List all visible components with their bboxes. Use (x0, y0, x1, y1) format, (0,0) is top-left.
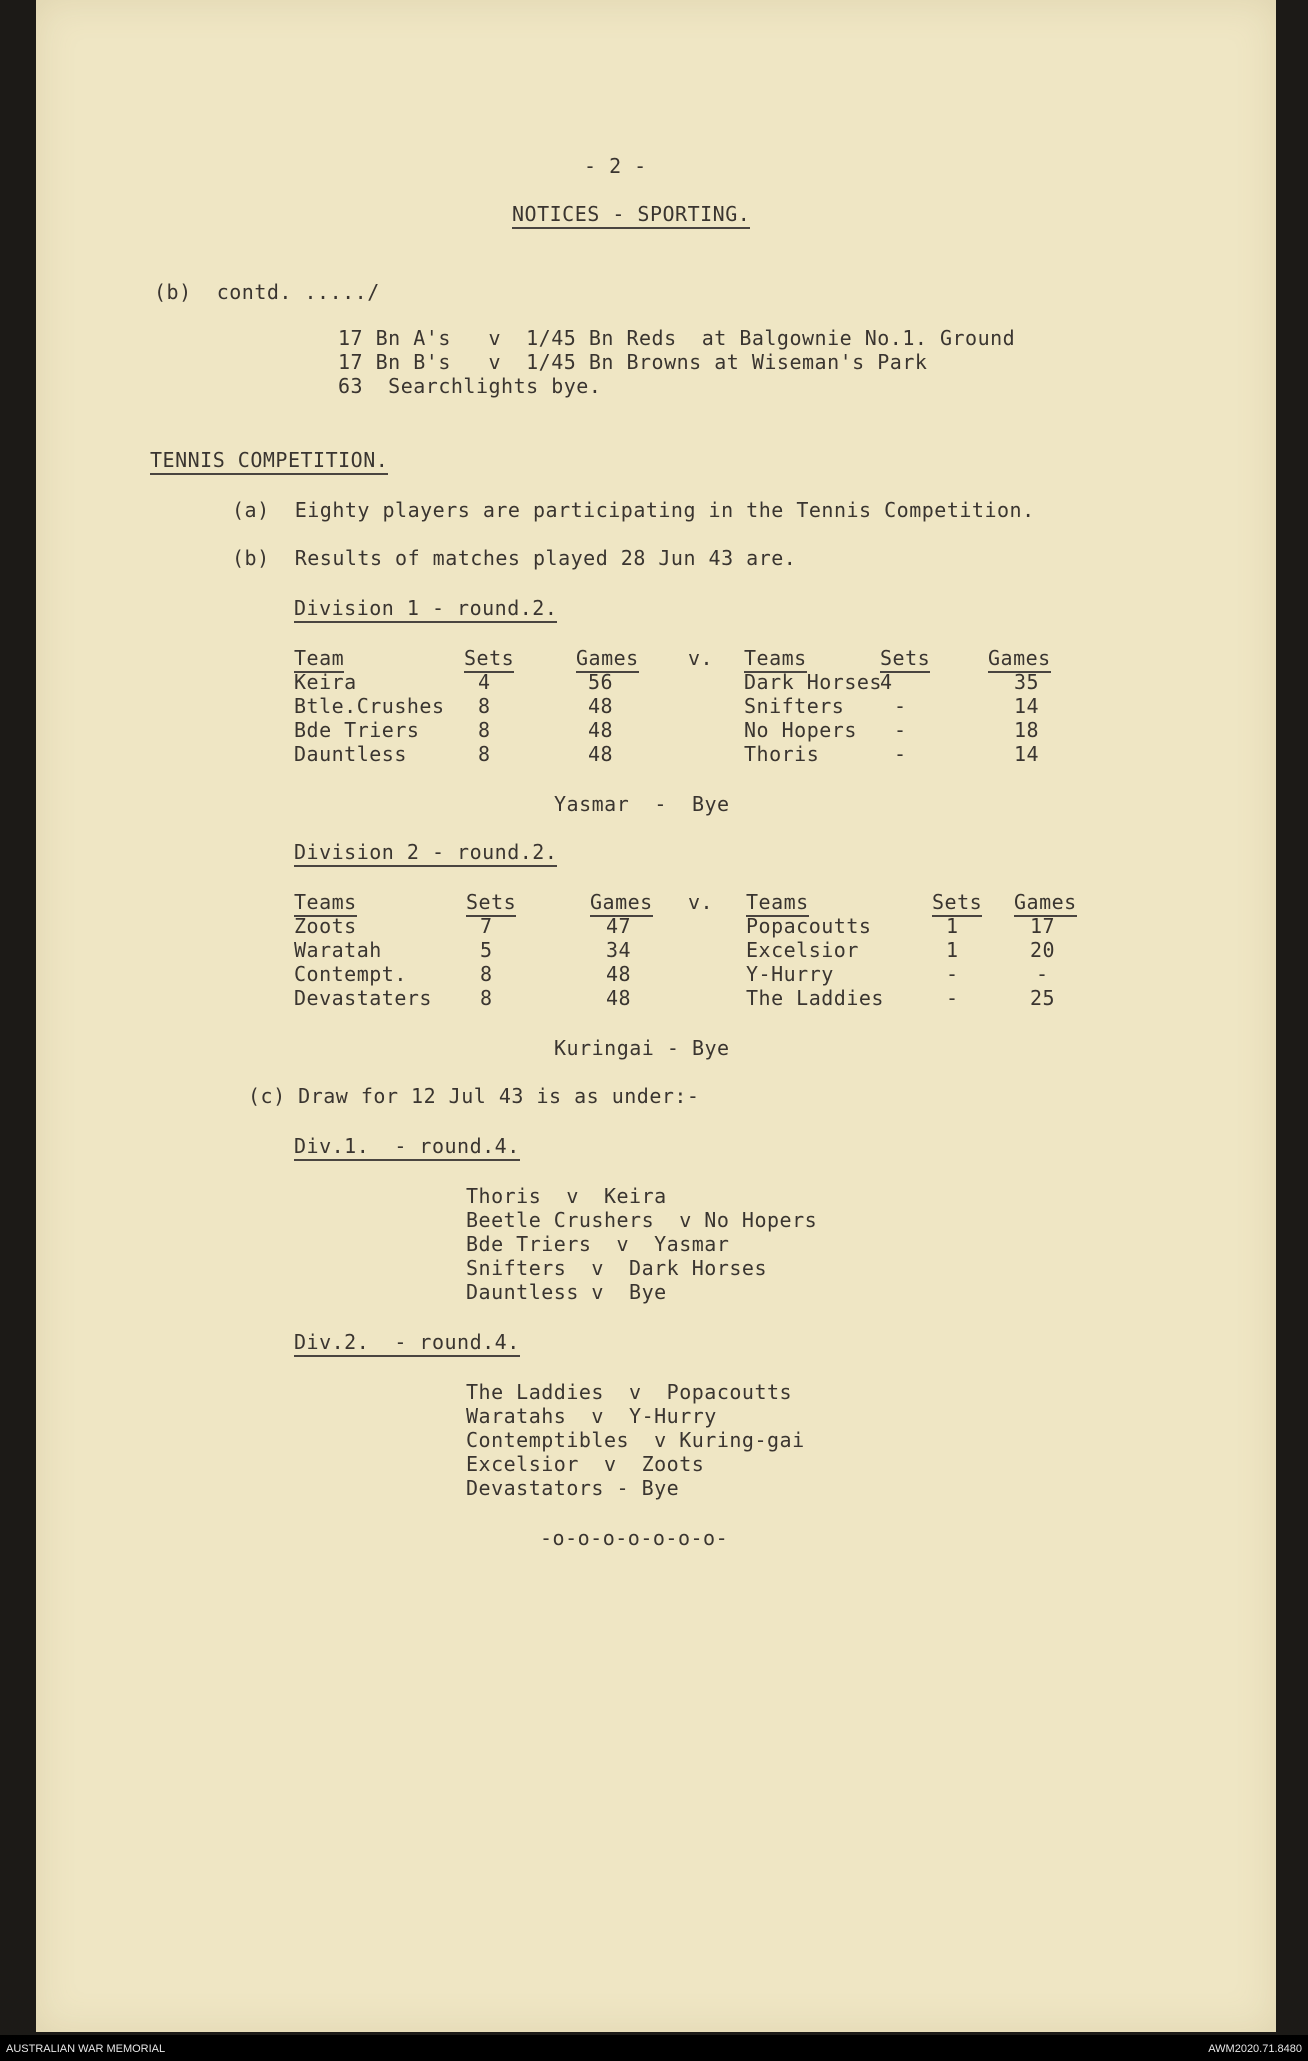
sets-cell: 4 (478, 670, 491, 694)
games-cell: 25 (1030, 986, 1056, 1010)
sets-cell: 7 (480, 914, 493, 938)
games-cell: 34 (606, 938, 632, 962)
team-cell: Btle.Crushes (294, 694, 445, 718)
games-cell: 17 (1030, 914, 1056, 938)
list-item: Dauntless v Bye (466, 1280, 667, 1304)
tennis-a-text: (a) Eighty players are participating in the Tennis Competition. (232, 498, 1035, 522)
header-sets: Sets (466, 890, 516, 917)
sets-cell: 8 (480, 986, 493, 1010)
fixture-line: 63 Searchlights bye. (338, 374, 602, 398)
list-item: Snifters v Dark Horses (466, 1256, 767, 1280)
sets-cell: 4 (880, 670, 893, 694)
header-teams: Teams (294, 890, 357, 917)
footer-left-text: AUSTRALIAN WAR MEMORIAL (6, 2043, 166, 2055)
sets-cell: 8 (478, 694, 491, 718)
footer-right-text: AWM2020.71.8480 (1208, 2043, 1302, 2055)
header-games: Games (590, 890, 653, 917)
team-cell: Keira (294, 670, 357, 694)
team-cell: Thoris (744, 742, 820, 766)
fixture-line: 17 Bn B's v 1/45 Bn Browns at Wiseman's Park (338, 350, 928, 374)
team-cell: Devastaters (294, 986, 432, 1010)
games-cell: 35 (1014, 670, 1040, 694)
div2-title: Division 2 - round.2. (294, 840, 557, 867)
header-games: Games (1014, 890, 1077, 917)
end-mark: -o-o-o-o-o-o-o- (540, 1526, 729, 1550)
page-heading: NOTICES - SPORTING. (512, 202, 750, 229)
header-v: v. (688, 890, 714, 914)
sets-cell: - (946, 962, 959, 986)
team-cell: Bde Triers (294, 718, 420, 742)
header-v: v. (688, 646, 714, 670)
footer-bar (0, 2035, 1308, 2061)
list-item: Excelsior v Zoots (466, 1452, 705, 1476)
sets-cell: 8 (478, 742, 491, 766)
sets-cell: 8 (480, 962, 493, 986)
header-team: Team (294, 646, 344, 673)
team-cell: Contempt. (294, 962, 407, 986)
fixture-line: 17 Bn A's v 1/45 Bn Reds at Balgownie No.1. Ground (338, 326, 1016, 350)
games-cell: 48 (588, 742, 614, 766)
games-cell: 14 (1014, 742, 1040, 766)
header-sets: Sets (932, 890, 982, 917)
draw1-title: Div.1. - round.4. (294, 1134, 520, 1161)
tennis-c-text: (c) Draw for 12 Jul 43 is as under:- (248, 1084, 700, 1108)
header-games: Games (576, 646, 639, 673)
games-cell: 48 (606, 986, 632, 1010)
list-item: Devastators - Bye (466, 1476, 680, 1500)
team-cell: Waratah (294, 938, 382, 962)
games-cell: 48 (606, 962, 632, 986)
list-item: Waratahs v Y-Hurry (466, 1404, 717, 1428)
games-cell: - (1036, 962, 1049, 986)
div2-bye: Kuringai - Bye (554, 1036, 730, 1060)
tennis-b-text: (b) Results of matches played 28 Jun 43 are. (232, 546, 797, 570)
team-cell: Dark Horses (744, 670, 882, 694)
team-cell: Excelsior (746, 938, 859, 962)
header-sets: Sets (880, 646, 930, 673)
sets-cell: 8 (478, 718, 491, 742)
header-teams: Teams (746, 890, 809, 917)
list-item: Thoris v Keira (466, 1184, 667, 1208)
list-item: Bde Triers v Yasmar (466, 1232, 730, 1256)
list-item: Contemptibles v Kuring-gai (466, 1428, 805, 1452)
page-number: - 2 - (584, 154, 647, 178)
div1-bye: Yasmar - Bye (554, 792, 730, 816)
header-teams: Teams (744, 646, 807, 673)
sets-cell: - (894, 718, 907, 742)
sets-cell: 1 (946, 914, 959, 938)
team-cell: No Hopers (744, 718, 857, 742)
games-cell: 56 (588, 670, 614, 694)
header-games: Games (988, 646, 1051, 673)
sets-cell: 5 (480, 938, 493, 962)
games-cell: 18 (1014, 718, 1040, 742)
sets-cell: - (894, 742, 907, 766)
div1-title: Division 1 - round.2. (294, 596, 557, 623)
sets-cell: - (946, 986, 959, 1010)
sets-cell: 1 (946, 938, 959, 962)
games-cell: 48 (588, 694, 614, 718)
header-sets: Sets (464, 646, 514, 673)
games-cell: 20 (1030, 938, 1056, 962)
games-cell: 14 (1014, 694, 1040, 718)
team-cell: The Laddies (746, 986, 884, 1010)
list-item: The Laddies v Popacoutts (466, 1380, 793, 1404)
games-cell: 48 (588, 718, 614, 742)
document-page (36, 0, 1276, 2032)
draw2-title: Div.2. - round.4. (294, 1330, 520, 1357)
games-cell: 47 (606, 914, 632, 938)
list-item: Beetle Crushers v No Hopers (466, 1208, 818, 1232)
team-cell: Popacoutts (746, 914, 872, 938)
sets-cell: - (894, 694, 907, 718)
team-cell: Zoots (294, 914, 357, 938)
contd-label: (b) contd. ...../ (154, 280, 380, 304)
team-cell: Dauntless (294, 742, 407, 766)
team-cell: Y-Hurry (746, 962, 834, 986)
team-cell: Snifters (744, 694, 845, 718)
tennis-title: TENNIS COMPETITION. (150, 448, 388, 475)
